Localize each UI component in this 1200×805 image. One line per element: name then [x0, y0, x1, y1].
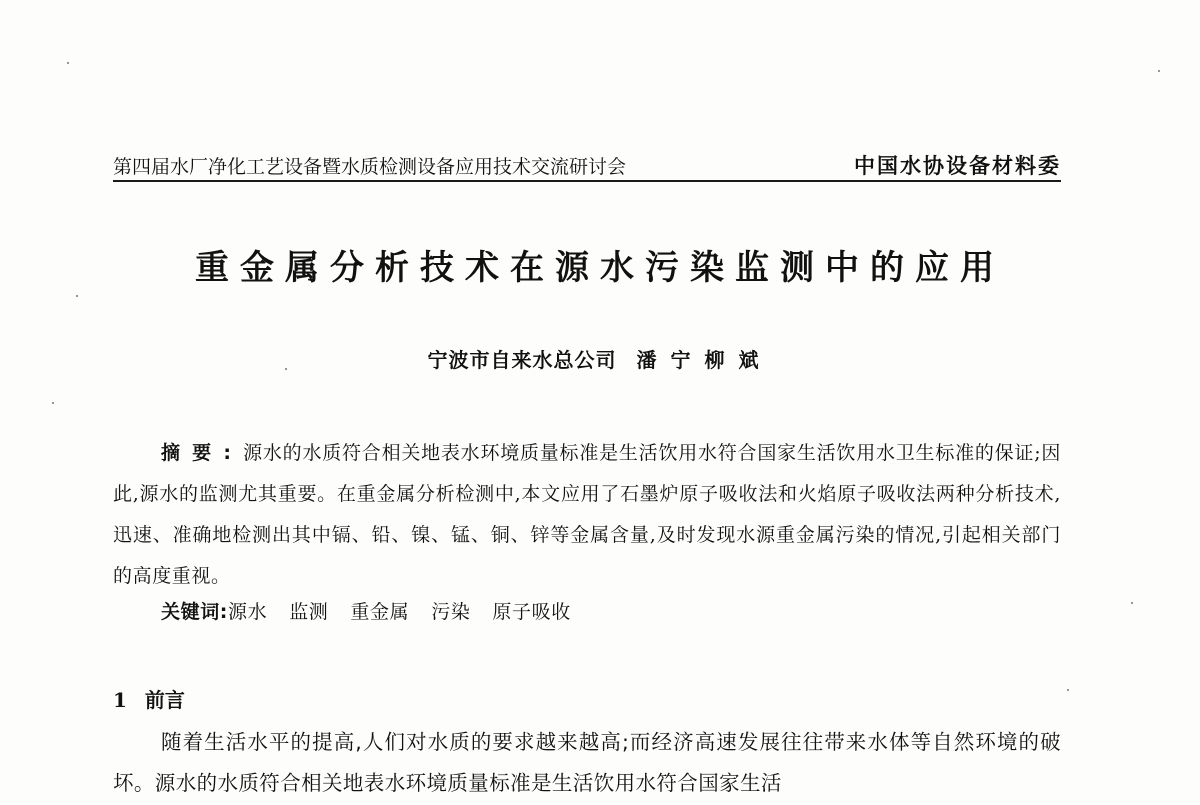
scan-speck [1131, 602, 1133, 604]
section-heading [113, 684, 185, 713]
scan-speck [285, 368, 287, 370]
author-line [0, 344, 1200, 373]
scan-speck [1067, 689, 1069, 691]
keyword-item: 污染 [431, 601, 471, 623]
scan-speck [76, 295, 78, 297]
keyword-item: 原子吸收 [492, 601, 571, 623]
keyword-item: 源水 [228, 601, 268, 623]
author-organization: 宁波市自来水总公司 [427, 348, 617, 372]
running-header [113, 150, 1061, 182]
header-conference-name: 第四届水厂净化工艺设备暨水质检测设备应用技术交流研讨会 [113, 156, 627, 178]
author-names: 潘宁柳斌 [636, 348, 773, 372]
keywords-label: 关键词: [161, 601, 228, 623]
section-title: 前言 [144, 688, 185, 712]
section-number: 1 [113, 688, 127, 712]
abstract-label: 摘要: [161, 442, 243, 464]
keyword-item: 重金属 [350, 601, 410, 623]
keyword-item: 监测 [289, 601, 329, 623]
section-body-paragraph: 随着生活水平的提高,人们对水质的要求越来越高;而经济高速发展往往带来水体等自然环境的破坏。源水的水质符合相关地表水环境质量标准是生活饮用水符合国家生活 [113, 730, 1061, 795]
scan-speck [67, 62, 69, 64]
scan-speck [1158, 70, 1160, 72]
abstract-text: 源水的水质符合相关地表水环境质量标准是生活饮用水符合国家生活饮用水卫生标准的保证;因此,源水的监测尤其重要。在重金属分析检测中,本文应用了石墨炉原子吸收法和火焰原子吸收法两种分析技术,迅速、准确地检测出其中镉、铅、镍、锰、铜、锌等金属含量,及时发现水源重金属污染的情况,引起相关部门的高度重视。 [113, 442, 1061, 587]
abstract-paragraph [113, 433, 1061, 597]
header-organization: 中国水协设备材料委 [854, 154, 1061, 178]
keywords-line [161, 597, 593, 624]
scan-speck [52, 402, 54, 404]
paper-title: 重金属分析技术在源水污染监测中的应用 [195, 248, 1005, 288]
